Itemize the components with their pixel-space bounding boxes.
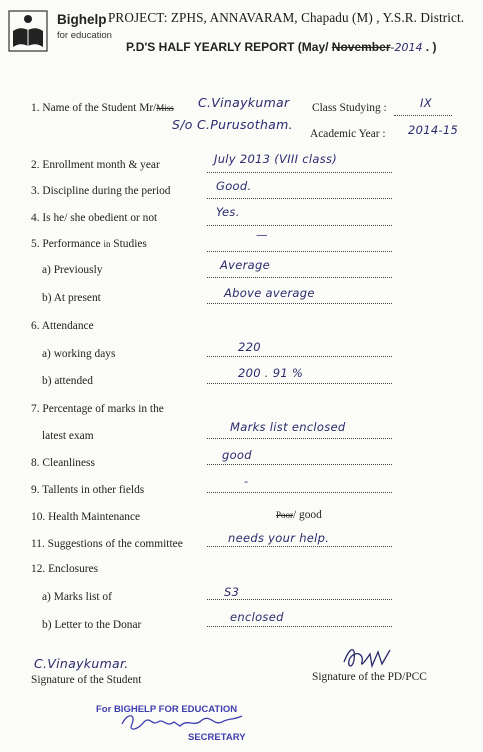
talents-label: 9. Tallents in other fields [31,484,145,496]
obedient-value: Yes. [216,205,240,219]
academic-year-label: Academic Year : [310,128,386,140]
brand-name: Bighelp [57,12,107,27]
suggestions-value: needs your help. [228,531,330,545]
letter-dotted-line [207,626,392,627]
parent-name-value: S/o C.Purusotham. [172,117,293,132]
marks-list-value: S3 [224,585,240,599]
enrollment-dotted-line [207,172,392,173]
student-name-label: 1. Name of the Student Mr/Miss [31,102,174,114]
performance-label: 5. Performance in Studies [31,238,147,250]
project-title: PROJECT: ZPHS, ANNAVARAM, Chapadu (M) , Y.S.R. District. [108,10,465,25]
attendance-label: 6. Attendance [31,320,94,332]
percentage-value: Marks list enclosed [230,420,346,434]
secretary-signature-scribble-icon [118,710,248,734]
working-days-dotted-line [207,356,392,357]
obedient-label: 4. Is he/ she obedient or not [31,212,158,224]
previously-label: a) Previously [42,264,103,276]
previously-value: Average [220,258,270,272]
talents-value: - [244,474,249,488]
pd-signature-label: Signature of the PD/PCC [312,671,427,683]
marks-list-label: a) Marks list of [42,591,112,603]
academic-year-value: 2014-15 [408,123,459,137]
suggestions-dotted-line [207,546,392,547]
performance-dotted-line [207,251,392,252]
discipline-label: 3. Discipline during the period [31,185,171,197]
student-name-value: C.Vinaykumar [198,95,290,110]
bighelp-logo-icon [7,9,49,53]
cleanliness-label: 8. Cleanliness [31,457,95,469]
latest-exam-label: latest exam [42,430,94,442]
attended-dotted-line [207,383,392,384]
attended-value: 200 . 91 % [238,366,304,380]
brand-tagline: for education [57,30,112,41]
letter-value: enclosed [230,610,284,624]
percentage-dotted-line [207,438,392,439]
letter-label: b) Letter to the Donar [42,619,142,631]
percentage-label: 7. Percentage of marks in the [31,403,164,415]
discipline-dotted-line [207,198,392,199]
enrollment-value: July 2013 (VIII class) [214,152,338,166]
stamp-secretary-text: SECRETARY [188,732,246,743]
discipline-value: Good. [216,179,252,193]
marks-list-dotted-line [207,599,392,600]
cleanliness-dotted-line [207,464,392,465]
suggestions-label: 11. Suggestions of the committee [31,538,183,550]
student-signature: C.Vinaykumar. [34,656,129,671]
health-struck-option: Poor [276,510,294,520]
class-dotted-line [394,115,452,116]
working-days-label: a) working days [42,348,116,360]
present-dotted-line [207,303,392,304]
cleanliness-value: good [222,448,252,462]
obedient-dotted-line [207,225,392,226]
health-value: Poor/ good [276,509,322,521]
student-signature-label: Signature of the Student [31,674,142,686]
attended-label: b) attended [42,375,93,387]
talents-dotted-line [207,492,392,493]
report-year-handwritten: -2014 [390,41,423,54]
class-studying-value: IX [420,96,432,110]
report-title: P.D'S HALF YEARLY REPORT (May/ November-2014 . ) [126,40,437,54]
working-days-value: 220 [238,340,261,354]
present-value: Above average [224,286,315,300]
report-struck-month: November [331,40,391,54]
present-label: b) At present [42,292,101,304]
enrollment-label: 2. Enrollment month & year [31,159,160,171]
performance-value: — [256,228,268,242]
previously-dotted-line [207,277,392,278]
health-label: 10. Health Maintenance [31,511,141,523]
class-studying-label: Class Studying : [312,102,387,114]
enclosures-label: 12. Enclosures [31,563,99,575]
stamp-top-text: For BIGHELP FOR EDUCATION [96,704,238,715]
